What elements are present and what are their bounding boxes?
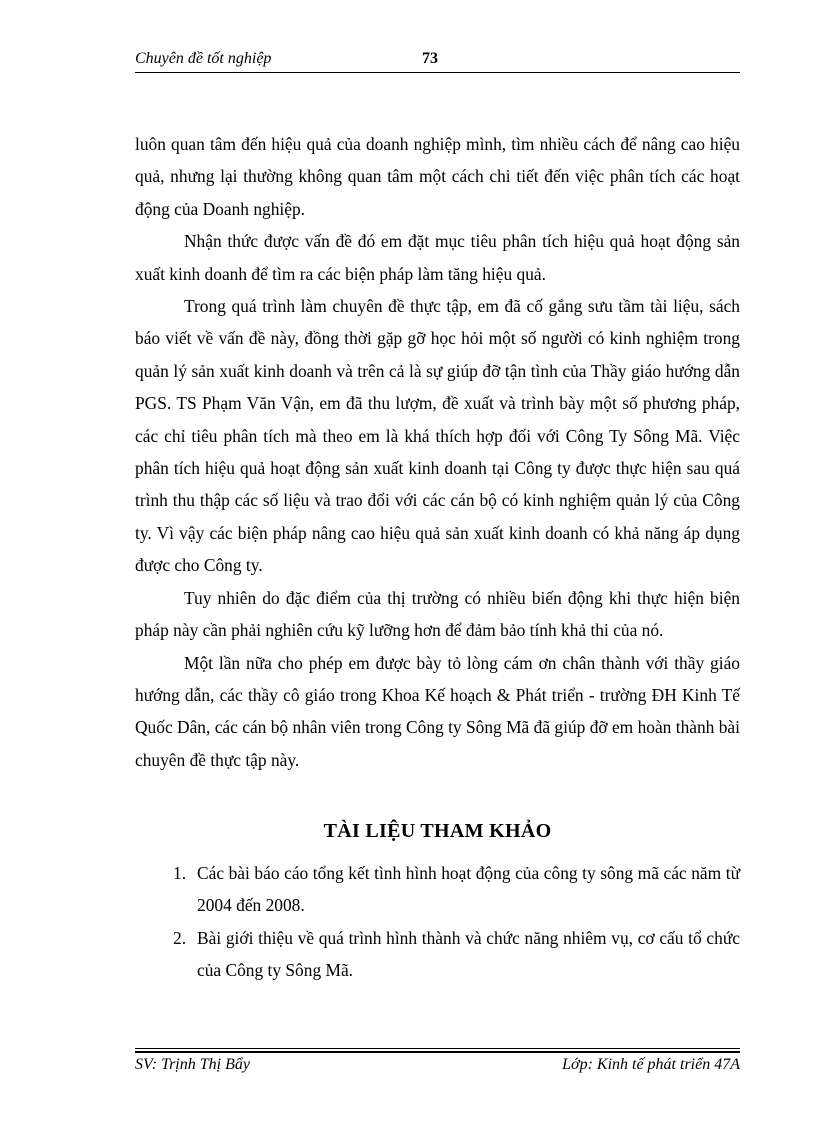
footer-divider <box>135 1048 740 1049</box>
page-number: 73 <box>422 50 438 67</box>
page-header <box>135 50 740 72</box>
paragraph: Nhận thức được vấn đề đó em đặt mục tiêu phân tích hiệu quả hoạt động sản xuất kinh doanh để tìm ra các biện pháp làm tăng hiệu quả. <box>135 231 740 284</box>
footer-student: SV: Trịnh Thị Bẩy <box>135 1056 250 1073</box>
body-text <box>135 128 740 776</box>
paragraph: luôn quan tâm đến hiệu quả của doanh nghiệp mình, tìm nhiều cách để nâng cao hiệu quả, nhưng lại thường không quan tâm một cách chi tiết đến việc phân tích các hoạt động của Doanh nghiệp. <box>135 134 740 219</box>
header-divider <box>135 72 740 73</box>
reference-text: Các bài báo cáo tổng kết tình hình hoạt động của công ty sông mã các năm từ 2004 đến 2008. <box>197 863 740 916</box>
references-list <box>135 857 740 987</box>
document-title: Chuyên đề tốt nghiệp <box>135 50 272 67</box>
paragraph: Trong quá trình làm chuyên đề thực tập, em đã cố gắng sưu tầm tài liệu, sách báo viết về vấn đề này, đồng thời gặp gỡ học hỏi một số người có kinh nghiệm trong quản lý sản xuất kinh doanh và trên cả là sự giúp đỡ tận tình của Thầy giáo hướng dẫn PGS. TS Phạm Văn Vận, em đã thu lượm, đề xuất và trình bày một số phương pháp, các chỉ tiêu phân tích mà theo em là khá thích hợp đối với Công Ty Sông Mã. Việc phân tích hiệu quả hoạt động sản xuất kinh doanh tại Công ty được thực hiện sau quá trình thu thập các số liệu và trao đổi với các cán bộ có kinh nghiệm quản lý của Công ty. Vì vậy các biện pháp nâng cao hiệu quả sản xuất kinh doanh có khả năng áp dụng được cho Công ty. <box>135 296 740 576</box>
paragraph: Một lần nữa cho phép em được bày tỏ lòng cám ơn chân thành với thầy giáo hướng dẫn, các thầy cô giáo trong Khoa Kế hoạch & Phát triển - trường ĐH Kinh Tế Quốc Dân, các cán bộ nhân viên trong Công ty Sông Mã đã giúp đỡ em hoàn thành bài chuyên đề thực tập này. <box>135 652 740 770</box>
footer-divider-thick <box>135 1051 740 1053</box>
footer-class: Lớp: Kinh tế phát triển 47A <box>562 1056 740 1073</box>
paragraph: Tuy nhiên do đặc điểm của thị trường có nhiều biến động khi thực hiện biện pháp này cần phải nghiên cứu kỹ lưỡng hơn để đảm bảo tính khả thi của nó. <box>135 587 740 641</box>
reference-number: 1. <box>173 863 187 883</box>
references-heading: TÀI LIỆU THAM KHẢO <box>323 820 552 842</box>
reference-number: 2. <box>173 927 187 948</box>
reference-item <box>135 922 740 987</box>
reference-text: Bài giới thiệu về quá trình hình thành và chức năng nhiêm vụ, cơ cấu tổ chức của Công ty Sông Mã. <box>197 927 740 981</box>
reference-item <box>135 857 740 922</box>
